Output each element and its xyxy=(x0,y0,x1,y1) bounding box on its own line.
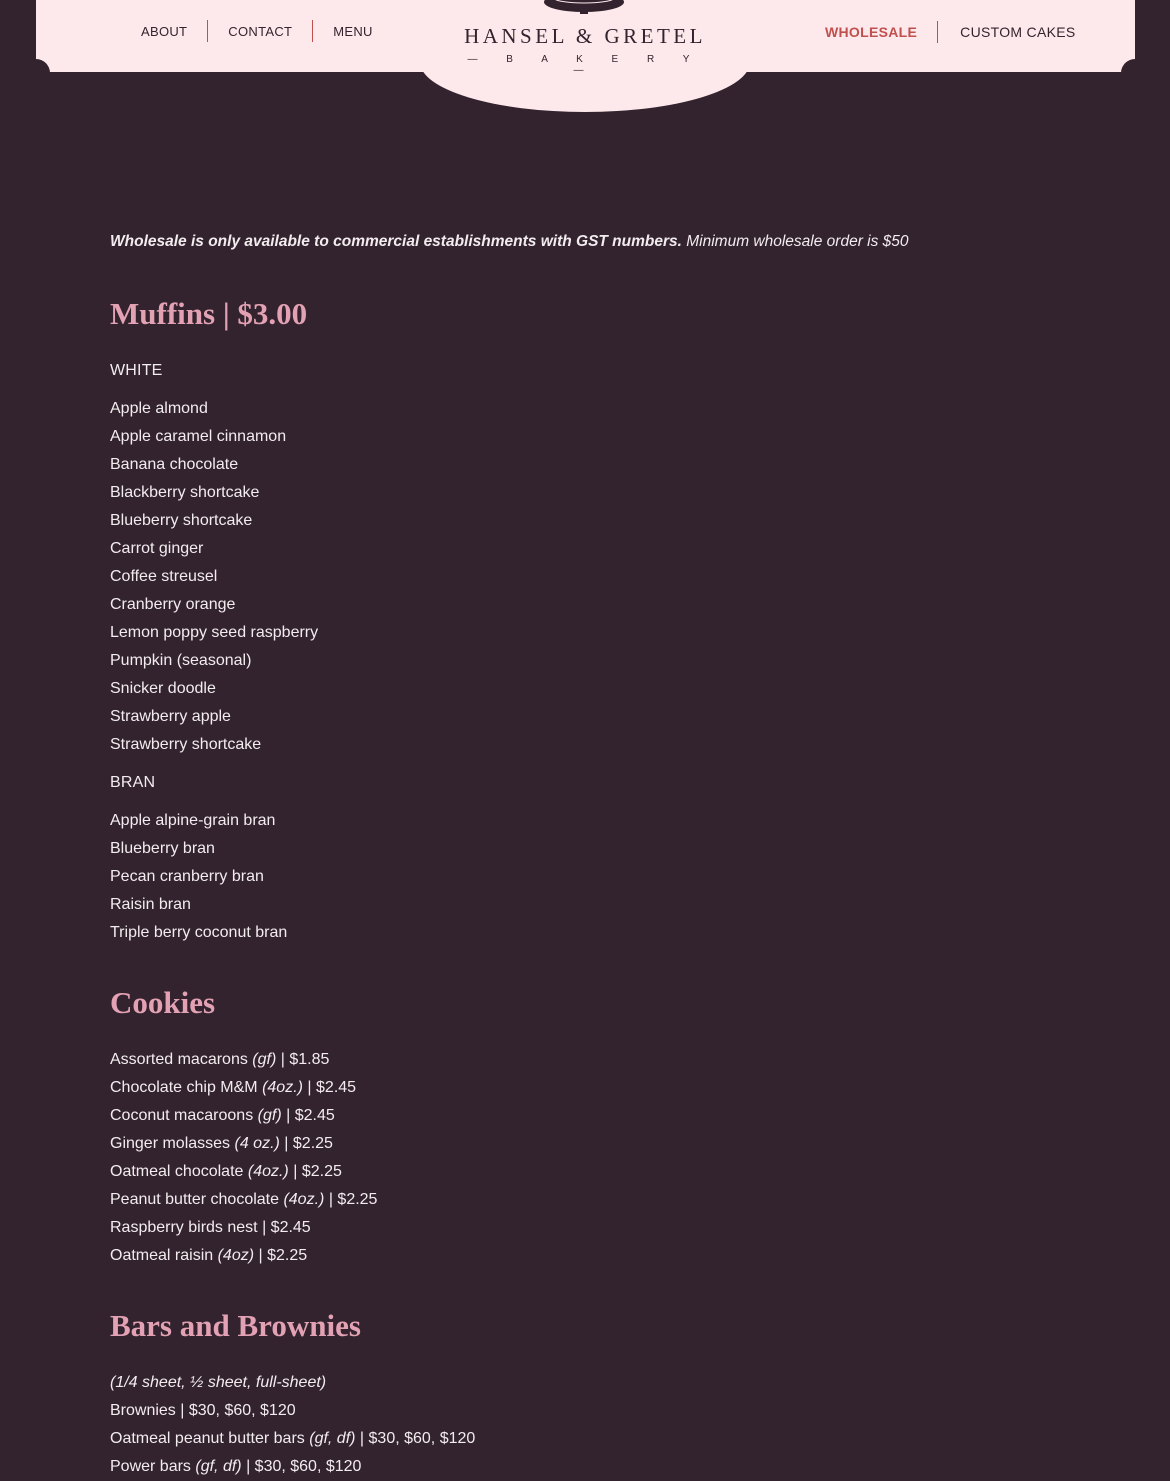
list-item: Lemon poppy seed raspberry xyxy=(110,624,319,641)
nav-divider xyxy=(937,21,938,43)
list-item: Blackberry shortcake xyxy=(110,484,260,501)
list-item: Ginger molasses (4 oz.) | $2.25 xyxy=(110,1135,333,1152)
nav-about-link[interactable]: ABOUT xyxy=(141,23,188,39)
list-item: Coffee streusel xyxy=(110,568,218,585)
list-item: Blueberry shortcake xyxy=(110,512,253,529)
list-item: Coconut macaroons (gf) | $2.45 xyxy=(110,1107,335,1124)
sizes-note: (1/4 sheet, ½ sheet, full-sheet) xyxy=(110,1374,327,1391)
list-item: Assorted macarons (gf) | $1.85 xyxy=(110,1051,330,1068)
list-item: Oatmeal chocolate (4oz.) | $2.25 xyxy=(110,1163,342,1180)
list-item: Banana chocolate xyxy=(110,456,239,473)
list-item: Cranberry orange xyxy=(110,596,236,613)
logo-subtitle: — B A K E R Y — xyxy=(467,54,703,76)
bakery-logo[interactable] xyxy=(455,0,715,76)
nav-custom-cakes-link[interactable]: CUSTOM CAKES xyxy=(960,24,1076,40)
wholesale-notice xyxy=(110,233,909,251)
list-item: Snicker doodle xyxy=(110,680,216,697)
nav-menu-link[interactable]: MENU xyxy=(333,23,373,39)
muffins-white-list xyxy=(110,395,318,759)
list-item: Carrot ginger xyxy=(110,540,204,557)
list-item: Strawberry shortcake xyxy=(110,736,262,753)
cake-stand-icon xyxy=(544,0,624,18)
notice-bold: Wholesale is only available to commercial establishments with GST numbers. xyxy=(110,233,682,250)
list-item: Apple alpine-grain bran xyxy=(110,812,276,829)
nav-divider xyxy=(207,20,208,42)
list-item: Brownies | $30, $60, $120 xyxy=(110,1402,296,1419)
notice-minimum: Minimum wholesale order is $50 xyxy=(681,233,909,250)
muffins-heading: Muffins | $3.00 xyxy=(110,296,308,331)
bars-list xyxy=(110,1369,475,1481)
primary-nav-left xyxy=(141,20,373,42)
nav-contact-link[interactable]: CONTACT xyxy=(228,23,293,39)
muffins-bran-label: BRAN xyxy=(110,774,156,791)
list-item: Blueberry bran xyxy=(110,840,215,857)
list-item: Raspberry birds nest | $2.45 xyxy=(110,1219,311,1236)
list-item: Pecan cranberry bran xyxy=(110,868,264,885)
list-item: Oatmeal raisin (4oz) | $2.25 xyxy=(110,1247,308,1264)
muffins-white-label: WHITE xyxy=(110,362,163,379)
nav-wholesale-link[interactable]: WHOLESALE xyxy=(825,24,918,40)
list-item: Apple almond xyxy=(110,400,208,417)
nav-divider xyxy=(312,20,313,42)
cookies-heading: Cookies xyxy=(110,985,216,1020)
list-item: Chocolate chip M&M (4oz.) | $2.45 xyxy=(110,1079,357,1096)
cookies-list xyxy=(110,1046,377,1270)
list-item: Strawberry apple xyxy=(110,708,231,725)
list-item: Peanut butter chocolate (4oz.) | $2.25 xyxy=(110,1191,378,1208)
list-item: Triple berry coconut bran xyxy=(110,924,288,941)
list-item: Raisin bran xyxy=(110,896,191,913)
list-item: Apple caramel cinnamon xyxy=(110,428,287,445)
list-item: Pumpkin (seasonal) xyxy=(110,652,252,669)
list-item: Oatmeal peanut butter bars (gf, df) | $30, $60, $120 xyxy=(110,1430,476,1447)
primary-nav-right xyxy=(825,21,1076,43)
bars-heading: Bars and Brownies xyxy=(110,1308,361,1343)
list-item: Power bars (gf, df) | $30, $60, $120 xyxy=(110,1458,362,1475)
logo-title: HANSEL & GRETEL xyxy=(464,24,706,48)
muffins-bran-list xyxy=(110,807,287,947)
